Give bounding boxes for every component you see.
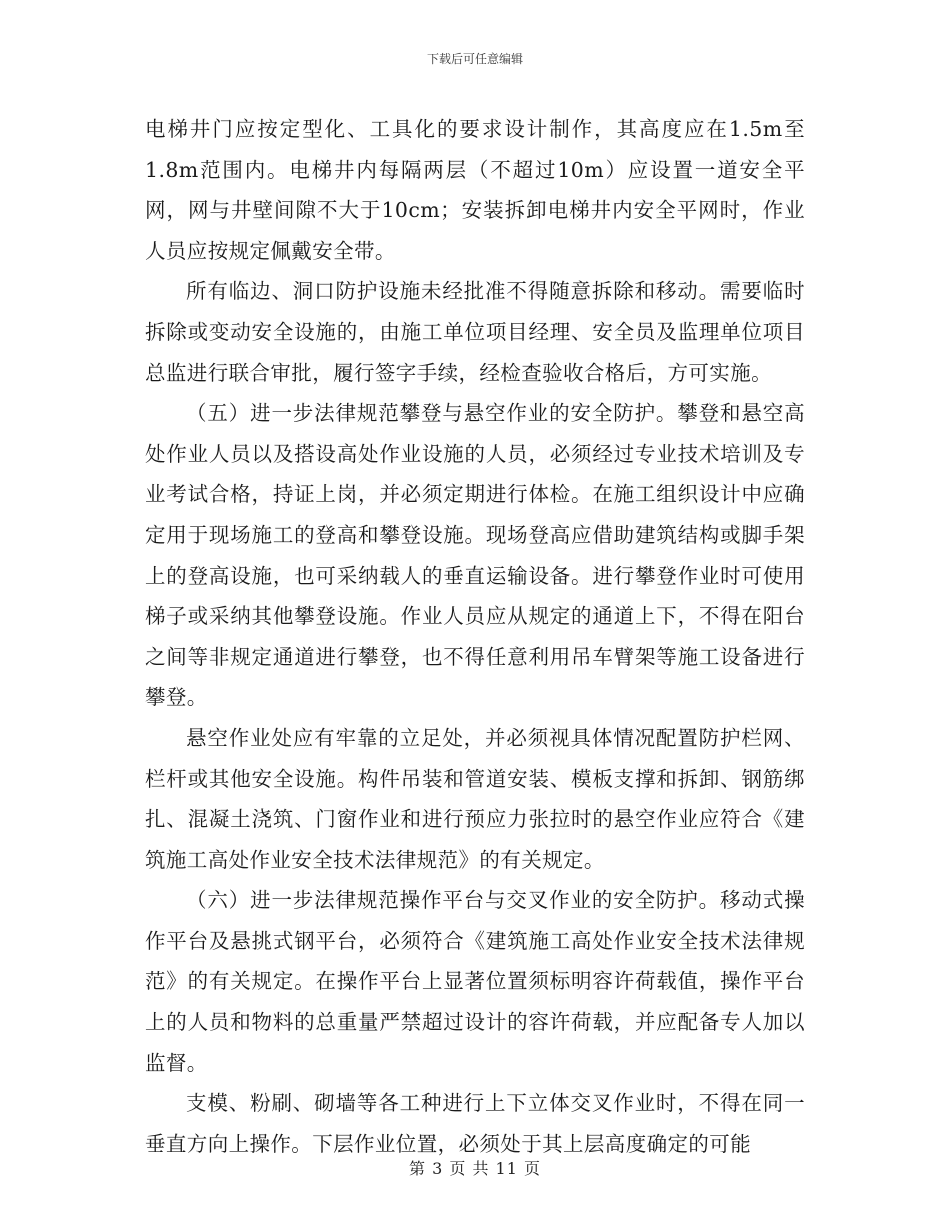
paragraph-elevator-shaft: 电梯井门应按定型化、工具化的要求设计制作，其高度应在1.5m至1.8m范围内。电梯井内每隔两层（不超过10m）应设置一道安全平网，网与井壁间隙不大于10cm；安装拆卸电梯井内安全平网时，作业人员应按规定佩戴安全带。 [145, 117, 805, 263]
page-header: 下载后可任意编辑 [426, 52, 523, 66]
document-body [145, 109, 805, 1164]
page-number: 第 3 页 共 11 页 [409, 1159, 541, 1178]
paragraph-protection-removal: 所有临边、洞口防护设施未经批准不得随意拆除和移动。需要临时拆除或变动安全设施的，由施工单位项目经理、安全员及监理单位项目总监进行联合审批，履行签字手续，经检查验收合格后，方可实施。 [145, 279, 805, 385]
paragraph-cross-work: 支模、粉刷、砌墙等各工种进行上下立体交叉作业时，不得在同一垂直方向上操作。下层作业位置，必须处于其上层高度确定的可能 [145, 1091, 805, 1156]
paragraph-section-six: （六）进一步法律规范操作平台与交叉作业的安全防护。移动式操作平台及悬挑式钢平台，必须符合《建筑施工高处作业安全技术法律规范》的有关规定。在操作平台上显著位置须标明容许荷载值，操作平台上的人员和物料的总重量严禁超过设计的容许荷载，并应配备专人加以监督。 [145, 888, 805, 1075]
paragraph-section-five: （五）进一步法律规范攀登与悬空作业的安全防护。攀登和悬空高处作业人员以及搭设高处作业设施的人员，必须经过专业技术培训及专业考试合格，持证上岗，并必须定期进行体检。在施工组织设计中应确定用于现场施工的登高和攀登设施。现场登高应借助建筑结构或脚手架上的登高设施，也可采纳载人的垂直运输设备。进行攀登作业时可使用梯子或采纳其他攀登设施。作业人员应从规定的通道上下，不得在阳台之间等非规定通道进行攀登，也不得任意利用吊车臂架等施工设备进行攀登。 [145, 401, 805, 710]
paragraph-suspended-work: 悬空作业处应有牢靠的立足处，并必须视具体情况配置防护栏网、栏杆或其他安全设施。构件吊装和管道安装、模板支撑和拆卸、钢筋绑扎、混凝土浇筑、门窗作业和进行预应力张拉时的悬空作业应符合《建筑施工高处作业安全技术法律规范》的有关规定。 [145, 725, 805, 872]
